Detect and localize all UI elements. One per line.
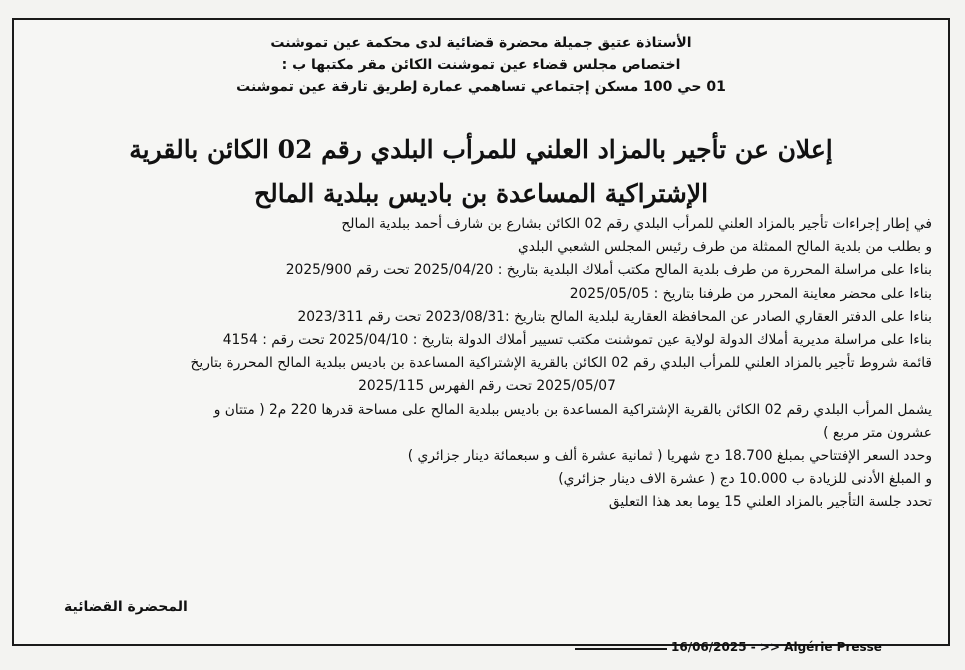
- title-line-1: إعلان عن تأجير بالمزاد العلني للمرأب البلدي رقم 02 الكائن بالقرية: [129, 135, 833, 164]
- header-line-1: الأستاذة عتيق جميلة محضرة قضائية لدى محكمة عين تموشنت: [270, 35, 692, 51]
- body-line: وحدد السعر الإفتتاحي بمبلغ 18.700 دج شهريا ( ثمانية عشرة ألف و سبعمائة دينار جزائري ): [407, 448, 932, 465]
- body-line: بناءا على مراسلة المحررة من طرف بلدية المالح مكتب أملاك البلدية بتاريخ : 2025/04/20 تحت رقم 2025/900: [285, 262, 932, 279]
- body-line: في إطار إجراءات تأجير بالمزاد العلني للمرأب البلدي رقم 02 الكائن بشارع بن شارف أحمد ببلدية المالح: [341, 216, 932, 232]
- body-line: و بطلب من بلدية المالح الممثلة من طرف رئيس المجلس الشعبي البلدي: [518, 239, 932, 256]
- header-line-3: 01 حي 100 مسكن إجتماعي تساهمي عمارة Jطريق تارقة عين تموشنت: [236, 79, 726, 95]
- body-line: 2025/05/07 تحت رقم الفهرس 2025/115: [358, 378, 616, 395]
- announcement-title: [14, 128, 948, 216]
- announcement-body: [42, 213, 932, 515]
- announcement-frame: [12, 18, 950, 646]
- bailiff-header: [14, 32, 948, 98]
- footer: [0, 640, 965, 656]
- body-line: يشمل المرأب البلدي رقم 02 الكائن بالقرية الإشتراكية المساعدة بن باديس ببلدية المالح على مساحة قدرها 220 م2 ( متتان و: [213, 401, 932, 418]
- source-credit: 16/06/2025 - >> Algérie Presse: [671, 640, 882, 654]
- signature: المحضرة القضائية: [64, 599, 188, 615]
- footer-rule: [575, 648, 667, 650]
- body-line: قائمة شروط تأجير بالمزاد العلني للمرأب البلدي رقم 02 الكائن بالقرية الإشتراكية المساعدة بن باديس ببلدية المالح المحررة بتاريخ: [190, 355, 932, 372]
- body-line: عشرون متر مربع ): [823, 424, 932, 441]
- body-line: بناءا على محضر معاينة المحرر من طرفنا بتاريخ : 2025/05/05: [569, 285, 932, 302]
- body-line: و المبلغ الأدنى للزيادة ب 10.000 دج ( عشرة الاف دينار جزائري): [558, 471, 932, 488]
- body-line: تحدد جلسة التأجير بالمزاد العلني 15 يوما بعد هذا التعليق: [608, 494, 932, 511]
- body-line: بناءا على الدفتر العقاري الصادر عن المحافظة العقارية لبلدية المالح بتاريخ :2023/08/31 تحت رقم 2023/311: [297, 308, 932, 325]
- title-line-2: الإشتراكية المساعدة بن باديس ببلدية المالح: [253, 179, 709, 208]
- body-line: بناءا على مراسلة مديرية أملاك الدولة لولاية عين تموشنت مكتب تسيير أملاك الدولة بتاريخ : 2025/04/10 تحت رقم : 4154: [222, 332, 932, 349]
- header-line-2: اختصاص مجلس قضاء عين تموشنت الكائن مقر مكتبها ب :: [281, 57, 681, 73]
